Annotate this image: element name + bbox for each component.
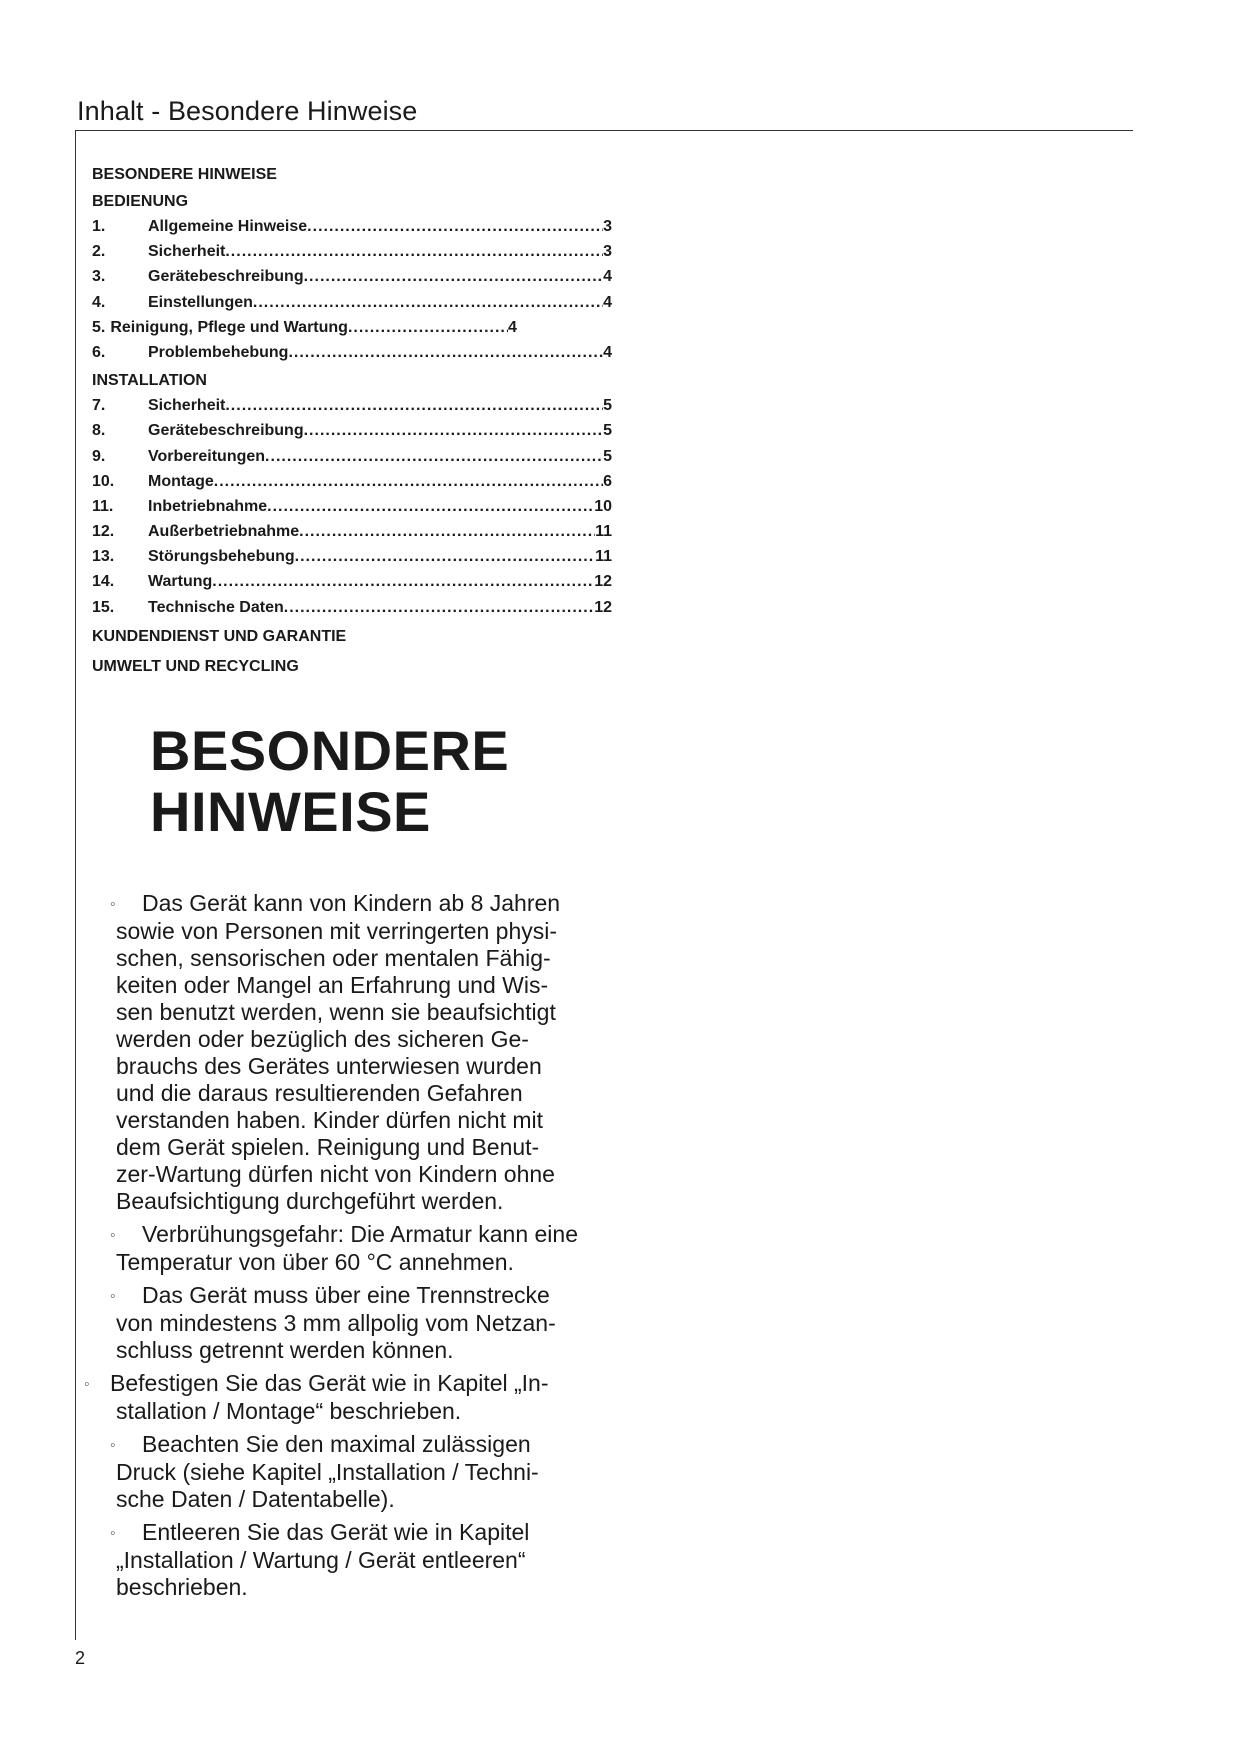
list-item-line: „Installation / Wartung / Gerät entleeren“: [116, 1547, 526, 1573]
bullet-circle-icon: ◦: [110, 1227, 116, 1244]
toc-leader-dots: [265, 444, 603, 469]
toc-entry[interactable]: [92, 569, 612, 594]
toc-entry[interactable]: [92, 315, 612, 340]
toc-leader-dots: [304, 418, 603, 443]
toc-entry[interactable]: [92, 444, 612, 469]
toc-entry-page: 11: [595, 523, 612, 541]
list-item-line: verstanden haben. Kinder dürfen nicht mit: [116, 1107, 544, 1133]
bullet-circle-icon: ◦: [84, 1376, 90, 1393]
toc-leader-dots: [225, 393, 603, 418]
list-item: [110, 1282, 630, 1364]
list-item: [110, 1431, 630, 1513]
notice-list: [84, 890, 630, 1607]
toc-entry-label: Allgemeine Hinweise: [148, 218, 308, 235]
toc-leader-dots: [212, 569, 594, 594]
list-item-line: brauchs des Gerätes unterwiesen wurden: [116, 1053, 542, 1079]
left-margin-rule: [75, 130, 76, 1640]
toc-entry-number: 13.: [92, 548, 115, 566]
bullet-circle-icon: ◦: [110, 1437, 116, 1454]
toc-entry-label: Vorbereitungen: [148, 447, 266, 465]
list-item: [110, 1221, 630, 1276]
toc-entry-page: 4: [603, 343, 612, 361]
list-item-line: stallation / Montage“ beschrieben.: [116, 1398, 462, 1424]
header-divider: [75, 130, 1133, 131]
toc-entry-label: Technische Daten: [148, 598, 284, 616]
toc-entry-label: Problembehebung: [148, 343, 289, 361]
toc-leader-dots: [267, 494, 594, 519]
toc-entry-number: 14.: [92, 573, 115, 591]
toc-section-environment[interactable]: UMWELT UND RECYCLING: [92, 657, 299, 675]
toc-leader-dots: [348, 315, 508, 340]
toc-entry-number: 3.: [92, 268, 106, 286]
toc-entry-page: 12: [594, 598, 612, 616]
toc-leader-dots: [253, 290, 603, 315]
toc-entry-label: Sicherheit: [148, 243, 226, 261]
toc-leader-dots: [295, 544, 595, 569]
toc-section-special[interactable]: BESONDERE HINWEISE: [92, 166, 277, 183]
page-number: 2: [75, 1648, 86, 1668]
table-of-contents: [92, 160, 612, 682]
list-item-first-line: Befestigen Sie das Gerät wie in Kapitel „In-: [110, 1370, 549, 1396]
list-item-line: Druck (siehe Kapitel „Installation / Techni-: [116, 1459, 539, 1485]
toc-entry-page: 12: [594, 573, 612, 591]
toc-entry-label: Montage: [148, 472, 214, 490]
toc-entry[interactable]: [92, 290, 612, 315]
toc-entry-page: 3: [603, 218, 612, 235]
toc-entry-label: Gerätebeschreibung: [148, 422, 304, 440]
toc-entry-label: Sicherheit: [148, 397, 226, 415]
toc-entry-page: 5: [603, 397, 612, 415]
toc-leader-dots: [299, 519, 595, 544]
list-item-line: schluss getrennt werden können.: [116, 1337, 454, 1363]
list-item-line: Temperatur von über 60 °C annehmen.: [116, 1249, 514, 1275]
list-item-line: beschrieben.: [116, 1574, 248, 1600]
toc-entry-number: 1.: [92, 218, 106, 235]
list-item-first-line: Verbrühungsgefahr: Die Armatur kann eine: [142, 1221, 578, 1247]
toc-leader-dots: [284, 595, 594, 620]
toc-entry-page: 11: [595, 548, 612, 566]
list-item-first-line: Das Gerät kann von Kindern ab 8 Jahren: [142, 890, 561, 916]
bullet-circle-icon: ◦: [110, 896, 116, 913]
toc-entry-label: Reinigung, Pflege und Wartung: [110, 318, 348, 336]
list-item-first-line: Entleeren Sie das Gerät wie in Kapitel: [142, 1519, 530, 1545]
bullet-circle-icon: ◦: [110, 1288, 116, 1305]
toc-entry-number: 2.: [92, 243, 106, 261]
list-item: [84, 1370, 630, 1425]
toc-leader-dots: [304, 264, 603, 289]
toc-entry[interactable]: [92, 544, 612, 569]
toc-leader-dots: [288, 340, 603, 365]
toc-entry-page: 4: [507, 318, 517, 336]
toc-entry-number: 8.: [92, 422, 106, 440]
toc-leader-dots: [225, 239, 603, 264]
toc-entry-number: 11.: [92, 497, 114, 515]
toc-entry-number: 10.: [92, 472, 115, 490]
toc-entry-page: 3: [603, 243, 612, 261]
toc-entry-label: Gerätebeschreibung: [148, 268, 304, 286]
toc-entry-label: Störungsbehebung: [148, 548, 295, 566]
toc-entry[interactable]: [92, 494, 612, 519]
list-item-line: keiten oder Mangel an Erfahrung und Wis-: [116, 972, 549, 998]
toc-section-operation[interactable]: BEDIENUNG: [92, 193, 189, 210]
toc-section-installation[interactable]: INSTALLATION: [92, 372, 207, 390]
toc-entry[interactable]: [92, 239, 612, 264]
bullet-circle-icon: ◦: [110, 1525, 116, 1542]
toc-entry-page: 4: [603, 293, 612, 311]
list-item-line: Beaufsichtigung durchgeführt werden.: [116, 1188, 504, 1214]
toc-entry-label: Außerbetriebnahme: [148, 523, 300, 541]
toc-entry-page: 5: [603, 447, 612, 465]
list-item-line: von mindestens 3 mm allpolig vom Netzan-: [116, 1310, 556, 1336]
toc-entry-number: 15.: [92, 598, 115, 616]
toc-entry[interactable]: [92, 214, 612, 239]
toc-entry-page: 4: [603, 268, 612, 286]
toc-entry[interactable]: [92, 595, 612, 620]
list-item: [110, 1519, 630, 1601]
toc-entry-label: Wartung: [148, 573, 213, 591]
toc-entry-page: 5: [603, 422, 612, 440]
toc-entry-label: Einstellungen: [148, 293, 253, 311]
list-item-first-line: Beachten Sie den maximal zulässigen: [142, 1431, 531, 1457]
list-item: [110, 890, 630, 1215]
toc-entry-number: 6.: [92, 343, 106, 361]
page-title: [150, 720, 509, 842]
toc-entry-page: 6: [603, 472, 612, 490]
list-item-first-line: Das Gerät muss über eine Trennstrecke: [142, 1282, 550, 1308]
page-title-line-2: HINWEISE: [150, 780, 431, 843]
toc-entry-number: 9.: [92, 447, 106, 465]
list-item-line: werden oder bezüglich des sicheren Ge-: [116, 1026, 529, 1052]
toc-entry-label: Inbetriebnahme: [148, 497, 268, 515]
toc-section-service[interactable]: KUNDENDIENST UND GARANTIE: [92, 627, 347, 645]
list-item-line: schen, sensorischen oder mentalen Fähig-: [116, 945, 551, 971]
page-title-line-1: BESONDERE: [150, 719, 510, 782]
list-item-line: und die daraus resultierenden Gefahren: [116, 1080, 523, 1106]
toc-entry-number: 5.: [92, 318, 106, 336]
toc-entry-number: 12.: [92, 523, 115, 541]
toc-entry-number: 4.: [92, 293, 106, 311]
toc-entry[interactable]: [92, 393, 612, 418]
toc-entry[interactable]: [92, 519, 612, 544]
toc-entry[interactable]: [92, 264, 612, 289]
toc-entry[interactable]: [92, 469, 612, 494]
list-item-line: zer-Wartung dürfen nicht von Kindern ohne: [116, 1161, 555, 1187]
toc-leader-dots: [214, 469, 603, 494]
toc-entry-page: 10: [594, 497, 612, 515]
toc-entry-number: 7.: [92, 397, 106, 415]
toc-entry[interactable]: [92, 418, 612, 443]
list-item-line: sowie von Personen mit verringerten physi-: [116, 918, 558, 944]
list-item-line: sen benutzt werden, wenn sie beaufsichtigt: [116, 999, 556, 1025]
page-header-title: Inhalt - Besondere Hinweise: [77, 96, 418, 126]
list-item-line: sche Daten / Datentabelle).: [116, 1486, 395, 1512]
list-item-line: dem Gerät spielen. Reinigung und Benut-: [116, 1134, 540, 1160]
toc-entry[interactable]: [92, 340, 612, 365]
toc-leader-dots: [307, 214, 603, 239]
